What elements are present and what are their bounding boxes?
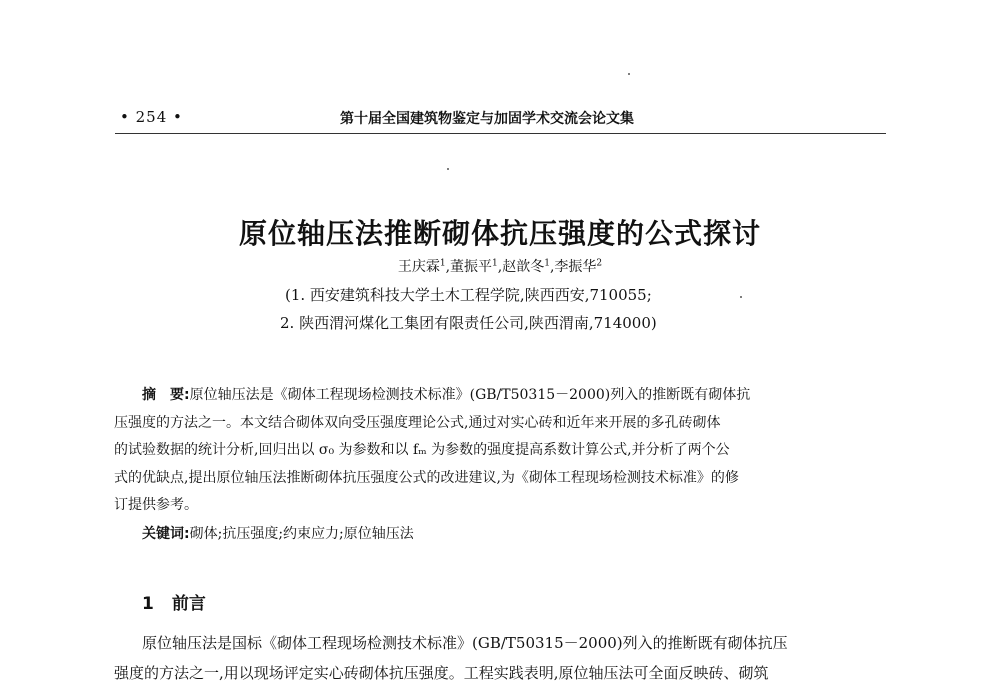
header-rule bbox=[115, 133, 886, 134]
keywords-label: 关键词: bbox=[142, 526, 190, 542]
author: 董振平 bbox=[450, 259, 493, 275]
section-title: 前言 bbox=[171, 594, 206, 614]
paper-title: 原位轴压法推断砌体抗压强度的公式探讨 bbox=[238, 217, 761, 250]
abstract-line: 式的优缺点,提出原位轴压法推断砌体抗压强度公式的改进建议,为《砌体工程现场检测技术标准》的修 bbox=[114, 469, 739, 486]
affiliation-2: 2. 陕西渭河煤化工集团有限责任公司,陕西渭南,714000) bbox=[280, 314, 657, 332]
abstract-label: 摘 要: bbox=[142, 387, 190, 403]
abstract-line: 摘 要:原位轴压法是《砌体工程现场检测技术标准》(GB/T50315－2000)列入的推断既有砌体抗 bbox=[142, 387, 751, 403]
body-line: 原位轴压法是国标《砌体工程现场检测技术标准》(GB/T50315－2000)列入的推断既有砌体抗压 bbox=[142, 634, 788, 652]
affiliation-1: (1. 西安建筑科技大学土木工程学院,陕西西安,710055; bbox=[285, 286, 652, 304]
abstract-line: 订提供参考。 bbox=[114, 497, 198, 513]
scan-speck bbox=[447, 168, 449, 170]
author: 赵歆冬 bbox=[502, 259, 545, 275]
page-number: • 254 • bbox=[120, 108, 183, 126]
section-heading bbox=[142, 589, 206, 614]
abstract-line: 的试验数据的统计分析,回归出以 σ₀ 为参数和以 fₘ 为参数的强度提高系数计算公式,并分析了两个公 bbox=[114, 442, 730, 458]
abstract bbox=[114, 382, 886, 520]
author-list: 王庆霖$^1$,董振平$^1$,赵歆冬$^1$,李振华$^2$ bbox=[397, 258, 603, 275]
author: 李振华 bbox=[554, 259, 597, 275]
keywords bbox=[142, 523, 414, 543]
running-header bbox=[120, 108, 888, 130]
journal-title: 第十届全国建筑物鉴定与加固学术交流会论文集 bbox=[340, 111, 634, 127]
scan-speck bbox=[740, 296, 742, 298]
body-line: 强度的方法之一,用以现场评定实心砖砌体抗压强度。工程实践表明,原位轴压法可全面反映砖、砌筑 bbox=[114, 664, 769, 682]
scan-speck bbox=[628, 73, 630, 75]
author: 王庆霖 bbox=[397, 259, 440, 275]
body-text bbox=[114, 628, 886, 688]
section-number: 1 bbox=[142, 594, 154, 614]
abstract-line: 压强度的方法之一。本文结合砌体双向受压强度理论公式,通过对实心砖和近年来开展的多孔砖砌体 bbox=[114, 414, 721, 431]
keywords-text: 砌体;抗压强度;约束应力;原位轴压法 bbox=[189, 526, 414, 542]
